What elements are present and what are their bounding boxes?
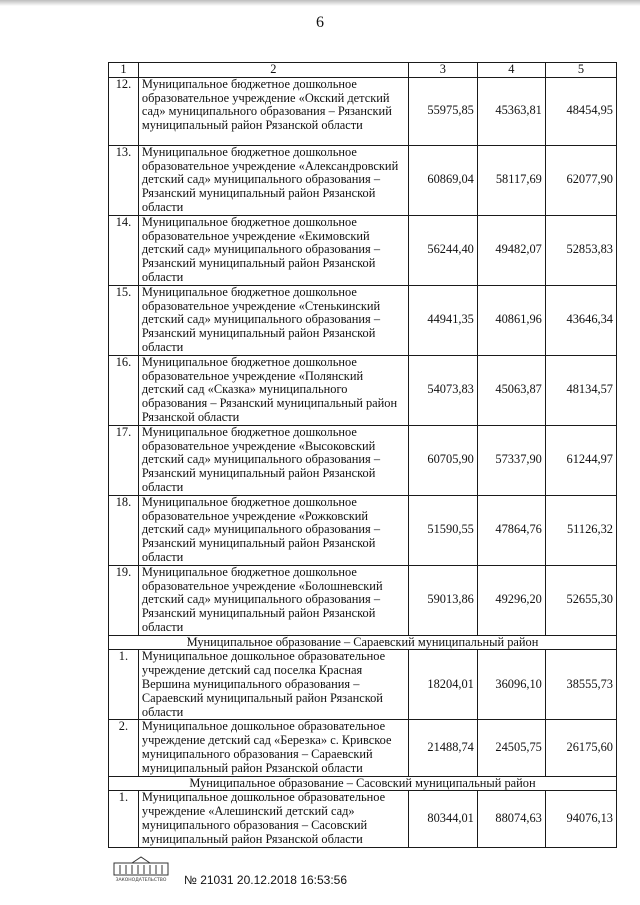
value-col-3: 80344,01 (408, 791, 477, 847)
column-header-5: 5 (545, 63, 616, 78)
value-col-4: 45063,87 (477, 355, 545, 425)
row-number: 1. (109, 650, 139, 720)
institution-name: Муниципальное бюджетное дошкольное образовательное учреждение «Александровский детский сад» муниципального образования – Рязанский муниципальный район Рязанской области (138, 145, 408, 215)
value-col-5: 48454,95 (545, 77, 616, 145)
value-col-5: 51126,32 (545, 495, 616, 565)
page-number: 6 (316, 14, 324, 31)
section-title: Муниципальное образование – Сараевский муниципальный район (109, 635, 617, 650)
institutions-table (108, 62, 617, 848)
value-col-5: 61244,97 (545, 425, 616, 495)
value-col-3: 54073,83 (408, 355, 477, 425)
row-number: 15. (109, 285, 139, 355)
value-col-3: 59013,86 (408, 565, 477, 635)
scan-edge-shadow (0, 0, 640, 6)
table-row (109, 565, 617, 635)
value-col-5: 48134,57 (545, 355, 616, 425)
value-col-4: 88074,63 (477, 791, 545, 847)
value-col-3: 51590,55 (408, 495, 477, 565)
value-col-5: 94076,13 (545, 791, 616, 847)
institution-name: Муниципальное бюджетное дошкольное образовательное учреждение «Екимовский детский сад» муниципального образования – Рязанский муниципальный район Рязанской области (138, 215, 408, 285)
table-row (109, 425, 617, 495)
column-header-3: 3 (408, 63, 477, 78)
building-stamp-icon (108, 855, 174, 883)
value-col-4: 40861,96 (477, 285, 545, 355)
value-col-3: 60705,90 (408, 425, 477, 495)
value-col-3: 18204,01 (408, 650, 477, 720)
value-col-3: 56244,40 (408, 215, 477, 285)
row-number: 18. (109, 495, 139, 565)
institution-name: Муниципальное бюджетное дошкольное образовательное учреждение «Рожковский детский сад» муниципального образования – Рязанский муниципальный район Рязанской области (138, 495, 408, 565)
row-number: 14. (109, 215, 139, 285)
value-col-4: 36096,10 (477, 650, 545, 720)
institution-name: Муниципальное дошкольное образовательное учреждение «Алешинский детский сад» муниципального образования – Сасовский муниципальный район Рязанской области (138, 791, 408, 847)
value-col-4: 58117,69 (477, 145, 545, 215)
value-col-5: 43646,34 (545, 285, 616, 355)
value-col-3: 21488,74 (408, 720, 477, 776)
value-col-4: 24505,75 (477, 720, 545, 776)
row-number: 16. (109, 355, 139, 425)
column-header-2: 2 (138, 63, 408, 78)
section-title: Муниципальное образование – Сасовский муниципальный район (109, 776, 617, 791)
row-number: 2. (109, 720, 139, 776)
table-row (109, 791, 617, 847)
table-row (109, 650, 617, 720)
table-header-row (109, 63, 617, 78)
institution-name: Муниципальное дошкольное образовательное учреждение детский сад «Березка» с. Кривское муниципального образования – Сараевский муниципальный район Рязанской области (138, 720, 408, 776)
row-number: 12. (109, 77, 139, 145)
column-header-4: 4 (477, 63, 545, 78)
table-row (109, 285, 617, 355)
value-col-4: 45363,81 (477, 77, 545, 145)
value-col-3: 55975,85 (408, 77, 477, 145)
institution-name: Муниципальное дошкольное образовательное учреждение детский сад поселка Красная Вершина муниципального образования – Сараевский муниципальный район Рязанской области (138, 650, 408, 720)
value-col-5: 26175,60 (545, 720, 616, 776)
section-row (109, 635, 617, 650)
row-number: 1. (109, 791, 139, 847)
section-row (109, 776, 617, 791)
row-number: 19. (109, 565, 139, 635)
value-col-5: 62077,90 (545, 145, 616, 215)
institution-name: Муниципальное бюджетное дошкольное образовательное учреждение «Полянский детский сад «Сказка» муниципального образования – Рязанский муниципальный район Рязанской области (138, 355, 408, 425)
row-number: 13. (109, 145, 139, 215)
institution-name: Муниципальное бюджетное дошкольное образовательное учреждение «Высоковский детский сад» муниципального образования – Рязанский муниципальный район Рязанской области (138, 425, 408, 495)
value-col-4: 57337,90 (477, 425, 545, 495)
row-number: 17. (109, 425, 139, 495)
stamp-caption: ЗАКОНОДАТЕЛЬСТВО (115, 878, 167, 883)
institution-name: Муниципальное бюджетное дошкольное образовательное учреждение «Окский детский сад» муниципального образования – Рязанский муниципальный район Рязанской области (138, 77, 408, 145)
table-row (109, 145, 617, 215)
value-col-4: 49296,20 (477, 565, 545, 635)
value-col-5: 52853,83 (545, 215, 616, 285)
table-row (109, 215, 617, 285)
value-col-5: 52655,30 (545, 565, 616, 635)
table-row (109, 720, 617, 776)
value-col-5: 38555,73 (545, 650, 616, 720)
table-row (109, 77, 617, 145)
table-row (109, 355, 617, 425)
value-col-3: 60869,04 (408, 145, 477, 215)
institution-name: Муниципальное бюджетное дошкольное образовательное учреждение «Болошневский детский сад» муниципального образования – Рязанский муниципальный район Рязанской области (138, 565, 408, 635)
value-col-3: 44941,35 (408, 285, 477, 355)
registration-info: № 21031 20.12.2018 16:53:56 (184, 873, 348, 887)
table-body (109, 63, 617, 848)
institution-name: Муниципальное бюджетное дошкольное образовательное учреждение «Стенькинский детский сад» муниципального образования – Рязанский муниципальный район Рязанской области (138, 285, 408, 355)
column-header-1: 1 (109, 63, 139, 78)
value-col-4: 49482,07 (477, 215, 545, 285)
value-col-4: 47864,76 (477, 495, 545, 565)
table-row (109, 495, 617, 565)
